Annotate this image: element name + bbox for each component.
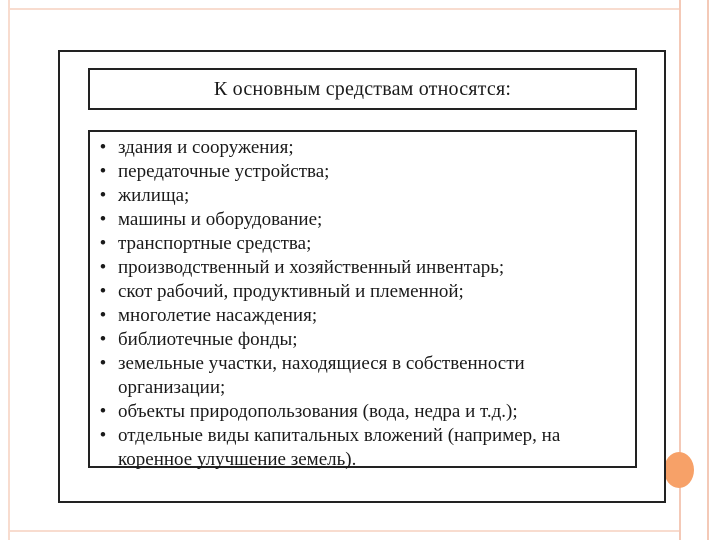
list-item: [90, 328, 625, 352]
list-item-text: жилища;: [118, 185, 190, 206]
slide-title: К основным средствам относятся:: [213, 77, 512, 100]
decorative-orange-circle: [664, 452, 694, 488]
bullet-icon: •: [99, 353, 107, 374]
bullet-icon: •: [99, 305, 107, 326]
bullet-icon: •: [99, 209, 107, 230]
list-item: [90, 256, 625, 280]
list-item: [90, 184, 625, 208]
list-item: [90, 160, 625, 184]
list-item-text: многолетие насаждения;: [118, 305, 318, 326]
fixed-assets-list-box: [88, 130, 637, 468]
list-item: [90, 232, 625, 256]
bullet-icon: •: [99, 233, 107, 254]
bullet-icon: •: [99, 257, 107, 278]
bullet-icon: •: [99, 401, 107, 422]
list-item: [90, 400, 625, 424]
list-item: [90, 424, 625, 472]
bullet-icon: •: [99, 161, 107, 182]
list-item-text: объекты природопользования (вода, недра и т.д.);: [118, 401, 518, 422]
slide-title-box: [88, 68, 637, 110]
list-item-text: машины и оборудование;: [118, 209, 323, 230]
bullet-icon: •: [99, 281, 107, 302]
list-item-text: земельные участки, находящиеся в собственности организации;: [118, 353, 525, 398]
bullet-icon: •: [99, 425, 107, 446]
bullet-icon: •: [99, 137, 107, 158]
list-item-text: производственный и хозяйственный инвентарь;: [118, 257, 505, 278]
list-item-text: здания и сооружения;: [118, 137, 294, 158]
list-item-text: передаточные устройства;: [118, 161, 330, 182]
list-item-text: отдельные виды капитальных вложений (например, на коренное улучшение земель).: [118, 425, 561, 470]
list-item-text: библиотечные фонды;: [118, 329, 298, 350]
list-item: [90, 136, 625, 160]
slide-frame-top-line: [8, 8, 679, 10]
list-item-text: скот рабочий, продуктивный и племенной;: [118, 281, 464, 302]
fixed-assets-list: [90, 136, 625, 472]
list-item: [90, 304, 625, 328]
list-item: [90, 208, 625, 232]
slide-frame-left-line: [8, 0, 10, 540]
list-item: [90, 352, 625, 400]
bullet-icon: •: [99, 329, 107, 350]
list-item: [90, 280, 625, 304]
bullet-icon: •: [99, 185, 107, 206]
slide-frame-bottom-line: [8, 530, 679, 532]
list-item-text: транспортные средства;: [118, 233, 312, 254]
